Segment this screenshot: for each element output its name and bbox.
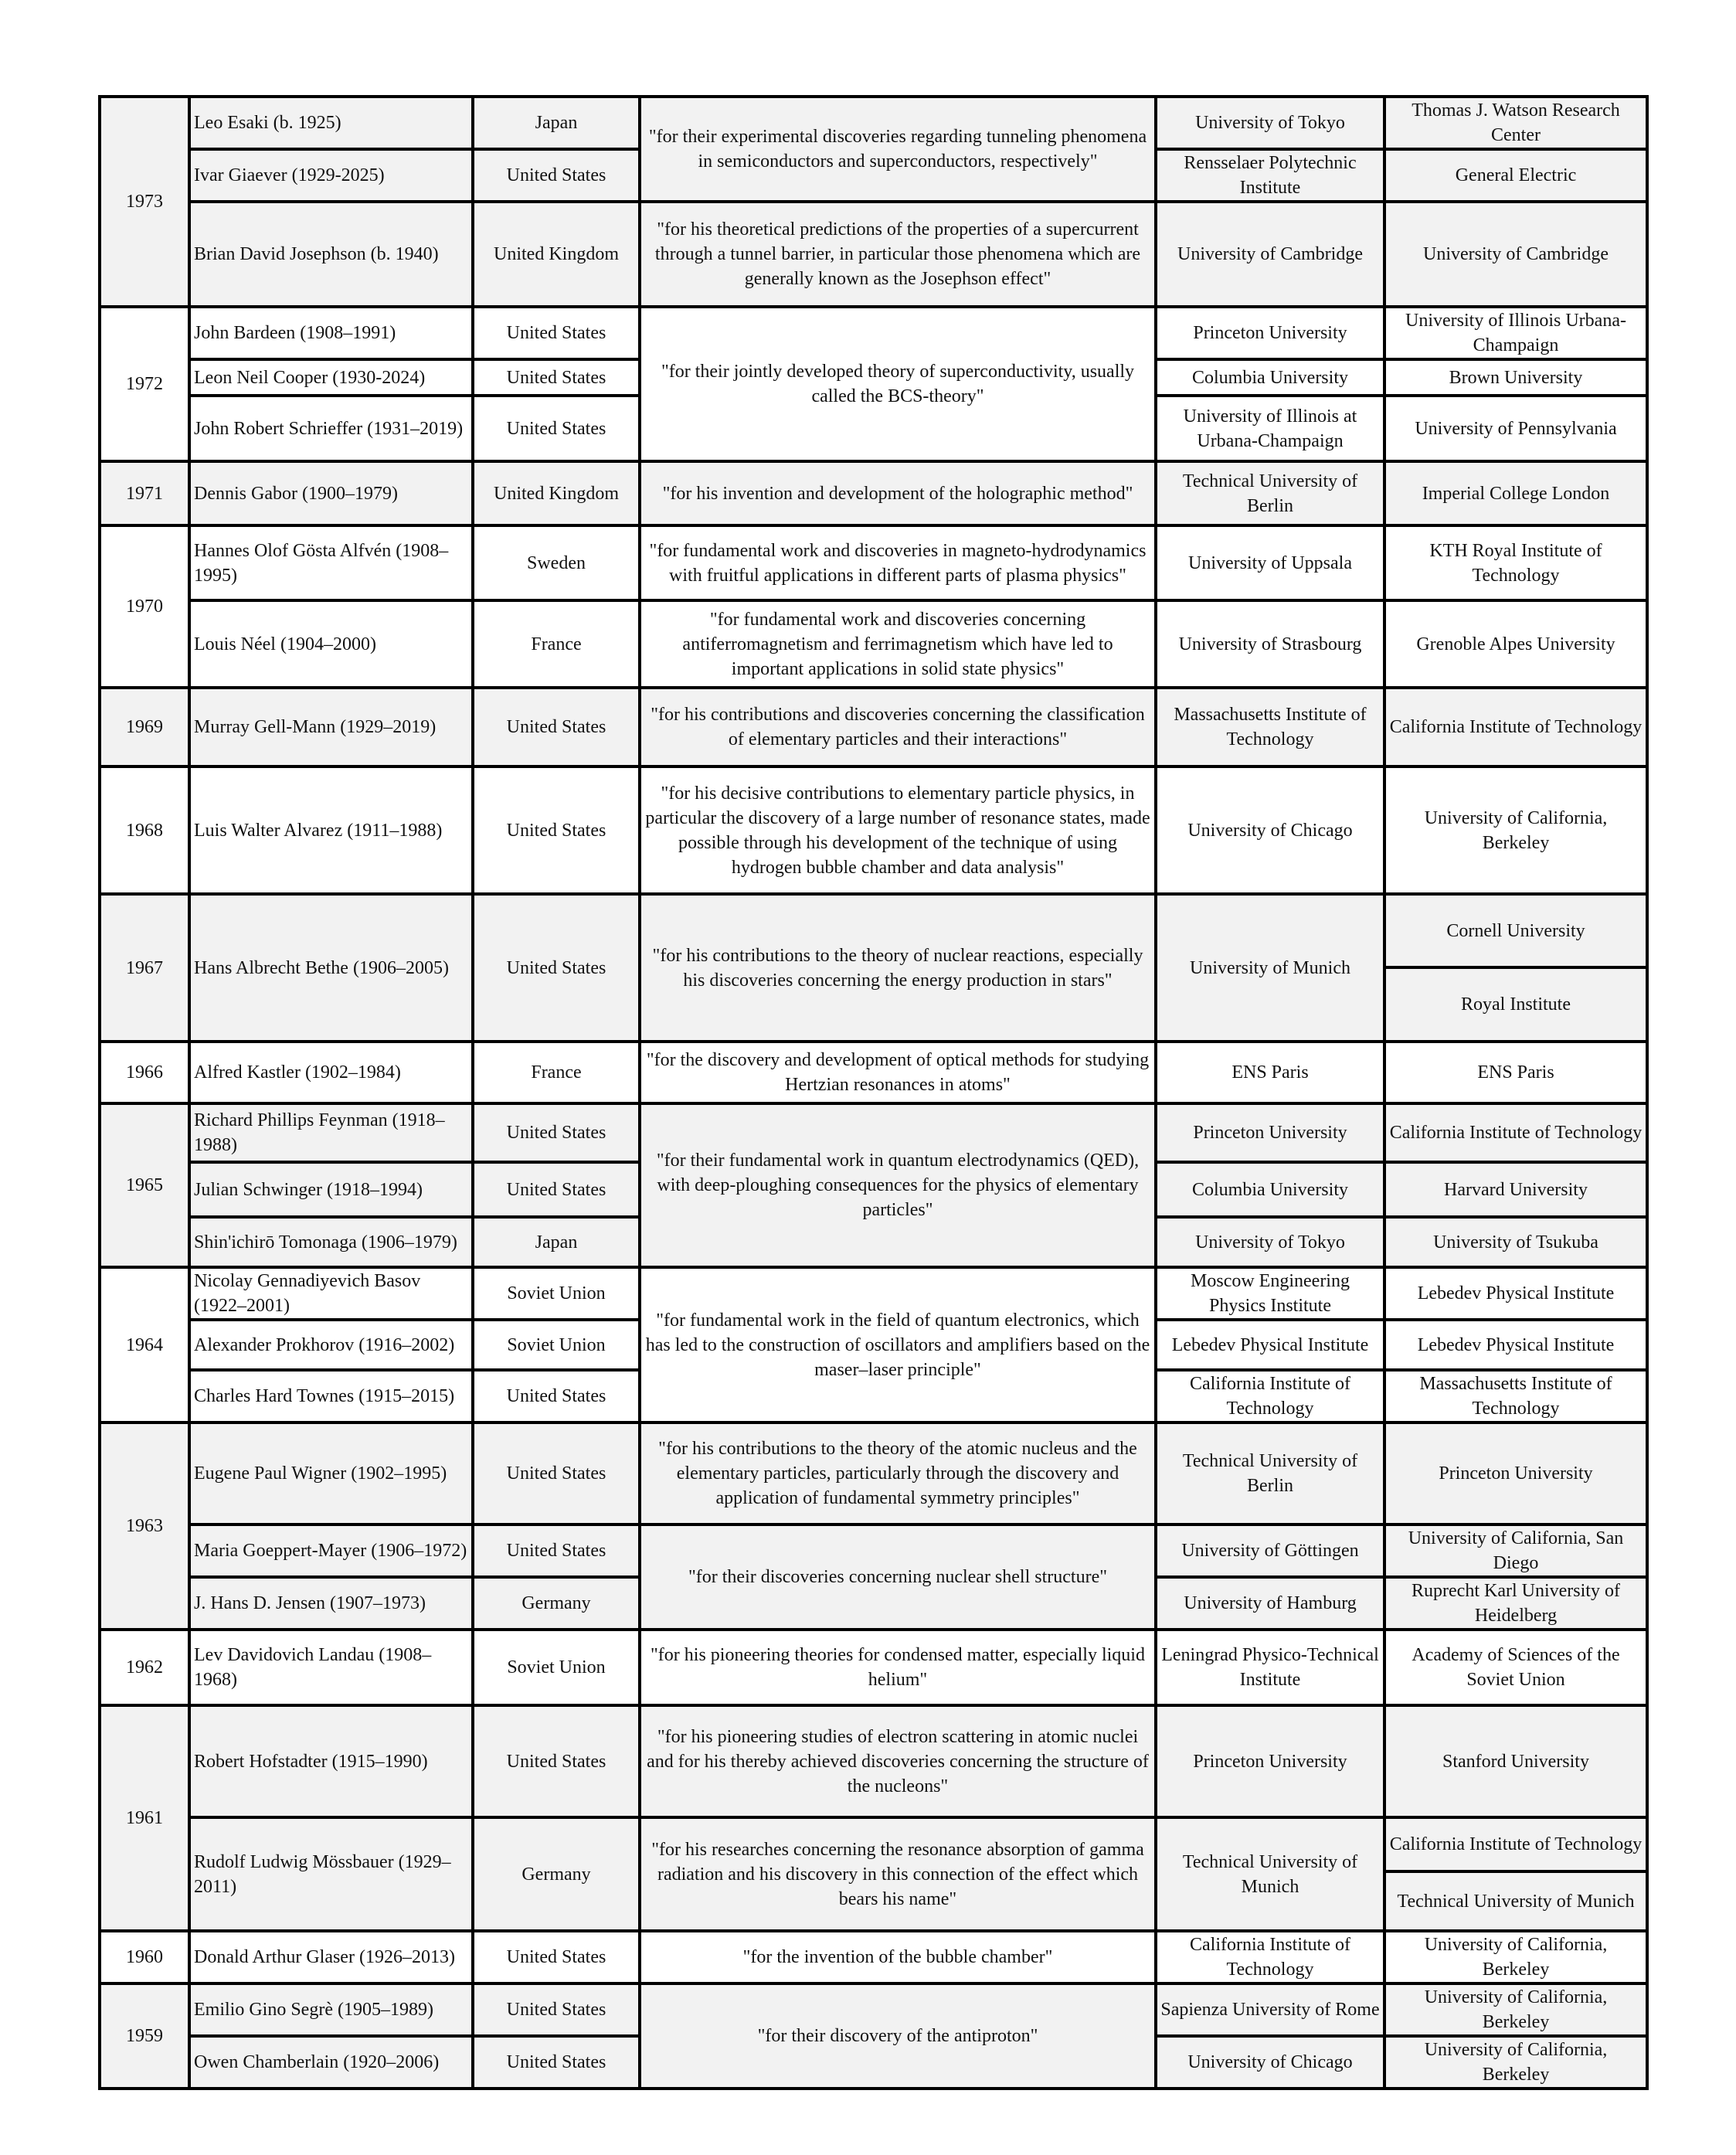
laureate-country: United States [473, 1705, 640, 1817]
prize-motivation: "for their discovery of the antiproton" [640, 1983, 1156, 2089]
prize-institution: Columbia University [1156, 359, 1384, 396]
table-row [100, 1267, 1647, 1320]
other-affiliation: Brown University [1384, 359, 1647, 396]
nobel-physics-laureates-table [98, 95, 1649, 2090]
other-affiliation: Academy of Sciences of the Soviet Union [1384, 1630, 1647, 1705]
year-cell: 1973 [100, 97, 189, 307]
laureate-name: Lev Davidovich Landau (1908–1968) [189, 1630, 473, 1705]
laureate-name: Donald Arthur Glaser (1926–2013) [189, 1931, 473, 1983]
other-affiliation: Ruprecht Karl University of Heidelberg [1384, 1577, 1647, 1630]
table-row [100, 461, 1647, 525]
prize-motivation: "for his researches concerning the resonance absorption of gamma radiation and his discovery in this connection of the effect which bears his name" [640, 1817, 1156, 1931]
other-affiliation: University of California, Berkeley [1384, 766, 1647, 894]
laureate-name: Brian David Josephson (b. 1940) [189, 202, 473, 307]
laureate-country: Sweden [473, 525, 640, 600]
laureate-name: Louis Néel (1904–2000) [189, 600, 473, 688]
laureate-country: United Kingdom [473, 202, 640, 307]
other-affiliation: Stanford University [1384, 1705, 1647, 1817]
laureate-country: United States [473, 1524, 640, 1577]
laureate-name: Emilio Gino Segrè (1905–1989) [189, 1983, 473, 2036]
laureate-country: United States [473, 1983, 640, 2036]
prize-institution: University of Hamburg [1156, 1577, 1384, 1630]
laureate-name: Richard Phillips Feynman (1918–1988) [189, 1103, 473, 1162]
laureate-country: United States [473, 688, 640, 766]
prize-motivation: "for their discoveries concerning nuclear shell structure" [640, 1524, 1156, 1630]
laureate-country: Soviet Union [473, 1320, 640, 1370]
prize-institution: University of Illinois at Urbana-Champaign [1156, 396, 1384, 461]
year-cell: 1972 [100, 307, 189, 461]
prize-institution: Princeton University [1156, 1705, 1384, 1817]
other-affiliation: University of California, Berkeley [1384, 2036, 1647, 2089]
other-affiliation: Thomas J. Watson Research Center [1384, 97, 1647, 149]
prize-institution: University of Göttingen [1156, 1524, 1384, 1577]
laureate-name: Leon Neil Cooper (1930-2024) [189, 359, 473, 396]
laureate-country: United States [473, 766, 640, 894]
table-row [100, 1103, 1647, 1162]
table-row [100, 1042, 1647, 1103]
prize-motivation: "for the discovery and development of optical methods for studying Hertzian resonances in atoms" [640, 1042, 1156, 1103]
laureate-country: United States [473, 396, 640, 461]
prize-institution: California Institute of Technology [1156, 1370, 1384, 1423]
prize-institution: California Institute of Technology [1156, 1931, 1384, 1983]
prize-institution: University of Uppsala [1156, 525, 1384, 600]
laureate-name: Julian Schwinger (1918–1994) [189, 1162, 473, 1217]
other-affiliation: Royal Institute [1384, 967, 1647, 1042]
table-row [100, 688, 1647, 766]
laureate-name: Hans Albrecht Bethe (1906–2005) [189, 894, 473, 1042]
prize-institution: Massachusetts Institute of Technology [1156, 688, 1384, 766]
table-row [100, 1931, 1647, 1983]
year-cell: 1960 [100, 1931, 189, 1983]
laureate-name: Dennis Gabor (1900–1979) [189, 461, 473, 525]
laureate-country: United Kingdom [473, 461, 640, 525]
laureate-country: Japan [473, 97, 640, 149]
prize-institution: Moscow Engineering Physics Institute [1156, 1267, 1384, 1320]
laureate-name: John Bardeen (1908–1991) [189, 307, 473, 359]
table-row [100, 894, 1647, 967]
table-row [100, 600, 1647, 688]
laureate-name: Rudolf Ludwig Mössbauer (1929–2011) [189, 1817, 473, 1931]
other-affiliation: Cornell University [1384, 894, 1647, 967]
other-affiliation: KTH Royal Institute of Technology [1384, 525, 1647, 600]
laureate-country: Germany [473, 1577, 640, 1630]
prize-institution: Princeton University [1156, 1103, 1384, 1162]
year-cell: 1965 [100, 1103, 189, 1267]
other-affiliation: California Institute of Technology [1384, 1103, 1647, 1162]
laureate-name: Luis Walter Alvarez (1911–1988) [189, 766, 473, 894]
other-affiliation: Massachusetts Institute of Technology [1384, 1370, 1647, 1423]
laureate-name: John Robert Schrieffer (1931–2019) [189, 396, 473, 461]
year-cell: 1968 [100, 766, 189, 894]
other-affiliation: University of Pennsylvania [1384, 396, 1647, 461]
prize-institution: Sapienza University of Rome [1156, 1983, 1384, 2036]
laureate-country: United States [473, 1423, 640, 1524]
laureate-country: France [473, 1042, 640, 1103]
prize-institution: University of Cambridge [1156, 202, 1384, 307]
other-affiliation: Lebedev Physical Institute [1384, 1267, 1647, 1320]
prize-institution: University of Chicago [1156, 2036, 1384, 2089]
other-affiliation: University of Illinois Urbana-Champaign [1384, 307, 1647, 359]
prize-institution: Leningrad Physico-Technical Institute [1156, 1630, 1384, 1705]
year-cell: 1970 [100, 525, 189, 688]
table-row [100, 97, 1647, 149]
prize-institution: Columbia University [1156, 1162, 1384, 1217]
other-affiliation: University of Tsukuba [1384, 1217, 1647, 1267]
table-row [100, 1817, 1647, 1871]
prize-motivation: "for his pioneering studies of electron scattering in atomic nuclei and for his thereby achieved discoveries concerning the structure of the nucleons" [640, 1705, 1156, 1817]
other-affiliation: Princeton University [1384, 1423, 1647, 1524]
prize-institution: University of Tokyo [1156, 97, 1384, 149]
laureate-name: Murray Gell-Mann (1929–2019) [189, 688, 473, 766]
prize-motivation: "for his invention and development of the holographic method" [640, 461, 1156, 525]
laureate-name: Maria Goeppert-Mayer (1906–1972) [189, 1524, 473, 1577]
laureate-name: Alexander Prokhorov (1916–2002) [189, 1320, 473, 1370]
other-affiliation: Lebedev Physical Institute [1384, 1320, 1647, 1370]
prize-motivation: "for their fundamental work in quantum electrodynamics (QED), with deep-ploughing consequences for the physics of elementary particles" [640, 1103, 1156, 1267]
laureate-country: United States [473, 2036, 640, 2089]
other-affiliation: University of California, San Diego [1384, 1524, 1647, 1577]
prize-institution: Princeton University [1156, 307, 1384, 359]
laureate-country: United States [473, 1931, 640, 1983]
other-affiliation: University of California, Berkeley [1384, 1931, 1647, 1983]
prize-institution: Rensselaer Polytechnic Institute [1156, 149, 1384, 202]
other-affiliation: California Institute of Technology [1384, 1817, 1647, 1871]
prize-motivation: "for his pioneering theories for condensed matter, especially liquid helium" [640, 1630, 1156, 1705]
laureate-country: United States [473, 1162, 640, 1217]
other-affiliation: Technical University of Munich [1384, 1871, 1647, 1931]
year-cell: 1959 [100, 1983, 189, 2089]
table-row [100, 202, 1647, 307]
prize-institution: Technical University of Munich [1156, 1817, 1384, 1931]
laureate-country: Japan [473, 1217, 640, 1267]
table-row [100, 766, 1647, 894]
year-cell: 1962 [100, 1630, 189, 1705]
laureate-name: Charles Hard Townes (1915–2015) [189, 1370, 473, 1423]
laureate-country: United States [473, 1370, 640, 1423]
prize-institution: Lebedev Physical Institute [1156, 1320, 1384, 1370]
other-affiliation: University of Cambridge [1384, 202, 1647, 307]
other-affiliation: Grenoble Alpes University [1384, 600, 1647, 688]
laureate-name: Alfred Kastler (1902–1984) [189, 1042, 473, 1103]
prize-motivation: "for fundamental work and discoveries in magneto-hydrodynamics with fruitful applications in different parts of plasma physics" [640, 525, 1156, 600]
laureate-country: United States [473, 894, 640, 1042]
laureate-name: Shin'ichirō Tomonaga (1906–1979) [189, 1217, 473, 1267]
prize-motivation: "for their experimental discoveries regarding tunneling phenomena in semiconductors and superconductors, respectively" [640, 97, 1156, 202]
prize-institution: University of Munich [1156, 894, 1384, 1042]
laureate-name: Eugene Paul Wigner (1902–1995) [189, 1423, 473, 1524]
laureate-name: Hannes Olof Gösta Alfvén (1908–1995) [189, 525, 473, 600]
year-cell: 1964 [100, 1267, 189, 1423]
table-row [100, 307, 1647, 359]
other-affiliation: Harvard University [1384, 1162, 1647, 1217]
other-affiliation: General Electric [1384, 149, 1647, 202]
prize-institution: Technical University of Berlin [1156, 461, 1384, 525]
laureate-country: France [473, 600, 640, 688]
table-row [100, 525, 1647, 600]
prize-motivation: "for his theoretical predictions of the properties of a supercurrent through a tunnel barrier, in particular those phenomena which are generally known as the Josephson effect" [640, 202, 1156, 307]
prize-institution: University of Strasbourg [1156, 600, 1384, 688]
laureate-name: Leo Esaki (b. 1925) [189, 97, 473, 149]
year-cell: 1966 [100, 1042, 189, 1103]
laureate-country: Soviet Union [473, 1267, 640, 1320]
table-row [100, 1524, 1647, 1577]
other-affiliation: Imperial College London [1384, 461, 1647, 525]
year-cell: 1961 [100, 1705, 189, 1931]
laureate-name: J. Hans D. Jensen (1907–1973) [189, 1577, 473, 1630]
prize-motivation: "for his contributions to the theory of the atomic nucleus and the elementary particles, particularly through the discovery and application of fundamental symmetry principles" [640, 1423, 1156, 1524]
table-row [100, 1423, 1647, 1524]
prize-motivation: "for fundamental work and discoveries concerning antiferromagnetism and ferrimagnetism which have led to important applications in solid state physics" [640, 600, 1156, 688]
laureate-country: Soviet Union [473, 1630, 640, 1705]
prize-motivation: "for his contributions and discoveries concerning the classification of elementary particles and their interactions" [640, 688, 1156, 766]
table-row [100, 1983, 1647, 2036]
year-cell: 1971 [100, 461, 189, 525]
other-affiliation: California Institute of Technology [1384, 688, 1647, 766]
year-cell: 1963 [100, 1423, 189, 1630]
laureate-country: United States [473, 307, 640, 359]
prize-institution: University of Chicago [1156, 766, 1384, 894]
laureate-country: United States [473, 1103, 640, 1162]
prize-motivation: "for the invention of the bubble chamber" [640, 1931, 1156, 1983]
laureate-country: Germany [473, 1817, 640, 1931]
year-cell: 1969 [100, 688, 189, 766]
laureate-name: Robert Hofstadter (1915–1990) [189, 1705, 473, 1817]
laureate-name: Ivar Giaever (1929-2025) [189, 149, 473, 202]
prize-motivation: "for their jointly developed theory of superconductivity, usually called the BCS-theory" [640, 307, 1156, 461]
laureate-name: Owen Chamberlain (1920–2006) [189, 2036, 473, 2089]
laureate-name: Nicolay Gennadiyevich Basov (1922–2001) [189, 1267, 473, 1320]
prize-motivation: "for fundamental work in the field of quantum electronics, which has led to the construction of oscillators and amplifiers based on the maser–laser principle" [640, 1267, 1156, 1423]
table-row [100, 1630, 1647, 1705]
other-affiliation: ENS Paris [1384, 1042, 1647, 1103]
prize-institution: Technical University of Berlin [1156, 1423, 1384, 1524]
laureate-country: United States [473, 149, 640, 202]
prize-motivation: "for his contributions to the theory of nuclear reactions, especially his discoveries concerning the energy production in stars" [640, 894, 1156, 1042]
prize-institution: University of Tokyo [1156, 1217, 1384, 1267]
prize-motivation: "for his decisive contributions to elementary particle physics, in particular the discovery of a large number of resonance states, made possible through his development of the technique of using hydrogen bubble chamber and data analysis" [640, 766, 1156, 894]
other-affiliation: University of California, Berkeley [1384, 1983, 1647, 2036]
laureate-country: United States [473, 359, 640, 396]
year-cell: 1967 [100, 894, 189, 1042]
prize-institution: ENS Paris [1156, 1042, 1384, 1103]
table-row [100, 1705, 1647, 1817]
